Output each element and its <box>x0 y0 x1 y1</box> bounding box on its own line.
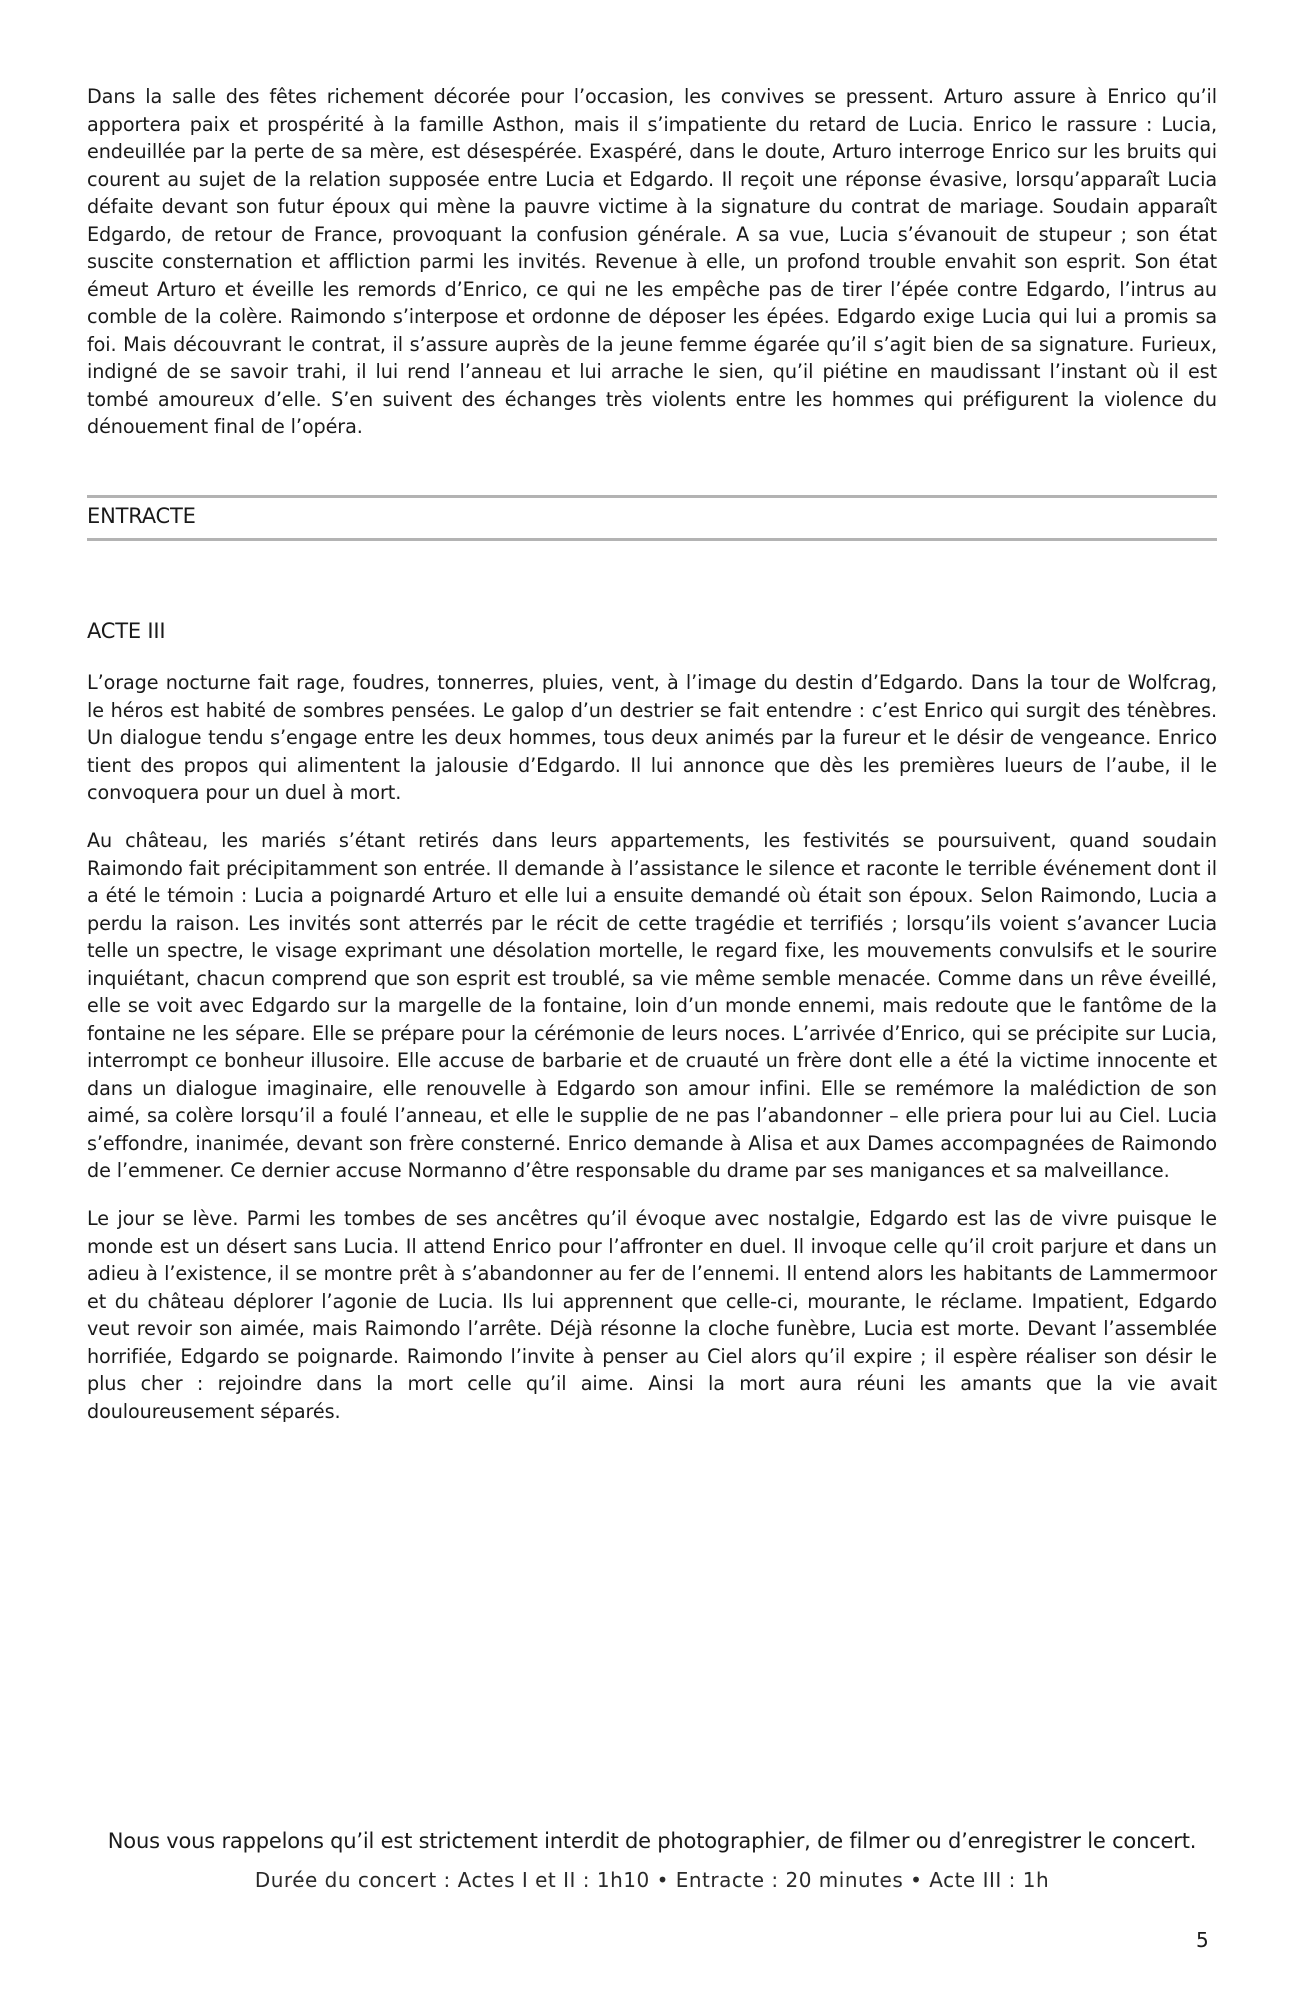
acte3-paragraph: L’orage nocturne fait rage, foudres, tonnerres, pluies, vent, à l’image du destin d’Edgardo. Dans la tour de Wolfcrag, le héros est habité de sombres pensées. Le galop d’un destrier se fait entendre : c’est Enrico qui surgit des ténèbres. Un dialogue tendu s’engage entre les deux hommes, tous deux animés par la fureur et le désir de vengeance. Enrico tient des propos qui alimentent la jalousie d’Edgardo. Il lui annonce que dès les premières lueurs de l’aube, il le convoquera pour un duel à mort. <box>87 671 1217 804</box>
entracte-heading: ENTRACTE <box>87 504 196 528</box>
acte3-paragraph: Au château, les mariés s’étant retirés dans leurs appartements, les festivités se poursuivent, quand soudain Raimondo fait précipitamment son entrée. Il demande à l’assistance le silence et raconte le terrible événement dont il a été le témoin : Lucia a poignardé Arturo et elle lui a ensuite demandé où était son époux. Selon Raimondo, Lucia a perdu la raison. Les invités sont atterrés par le récit de cette tragédie et terrifiés ; lorsqu’ils voient s’avancer Lucia telle un spectre, le visage exprimant une désolation mortelle, le regard fixe, les mouvements convulsifs et le sourire inquiétant, chacun comprend que son esprit est troublé, sa vie même semble menacée. Comme dans un rêve éveillé, elle se voit avec Edgardo sur la margelle de la fontaine, loin d’un monde ennemi, mais redoute que le fantôme de la fontaine ne les sépare. Elle se prépare pour la cérémonie de leurs noces. L’arrivée d’Enrico, qui se précipite sur Lucia, interrompt ce bonheur illusoire. Elle accuse de barbarie et de cruauté un frère dont elle a été la victime innocente et dans un dialogue imaginaire, elle renouvelle à Edgardo son amour infini. Elle se remémore la malédiction de son aimé, sa colère lorsqu’il a foulé l’anneau, et elle le supplie de ne pas l’abandonner – elle priera pour lui au Ciel. Lucia s’effondre, inanimée, devant son frère consterné. Enrico demande à Alisa et aux Dames accompagnées de Raimondo de l’emmener. Ce dernier accuse Normanno d’être responsable du drame par ses manigances et sa malveillance. <box>87 829 1217 1182</box>
acte3-paragraph: Le jour se lève. Parmi les tombes de ses ancêtres qu’il évoque avec nostalgie, Edgardo est las de vivre puisque le monde est un désert sans Lucia. Il attend Enrico pour l’affronter en duel. Il invoque celle qu’il croit parjure et dans un adieu à l’existence, il se montre prêt à s’abandonner au fer de l’ennemi. Il entend alors les habitants de Lammermoor et du château déplorer l’agonie de Lucia. Ils lui apprennent que celle-ci, mourante, le réclame. Impatient, Edgardo veut revoir son aimée, mais Raimondo l’arrête. Déjà résonne la cloche funèbre, Lucia est morte. Devant l’assemblée horrifiée, Edgardo se poignarde. Raimondo l’invite à penser au Ciel alors qu’il expire ; il espère réaliser son désir le plus cher : rejoindre dans la mort celle qu’il aime. Ainsi la mort aura réuni les amants que la vie avait douloureusement séparés. <box>87 1207 1217 1423</box>
page-number: 5 <box>1196 1928 1209 1952</box>
concert-duration: Durée du concert : Actes I et II : 1h10 • Entracte : 20 minutes • Acte III : 1h <box>254 1868 1050 1892</box>
section-divider-top <box>87 495 1217 498</box>
recording-notice: Nous vous rappelons qu’il est strictement interdit de photographier, de filmer ou d’enregistrer le concert. <box>107 1829 1197 1853</box>
section-divider-bottom <box>87 538 1217 541</box>
acte3-heading: ACTE III <box>87 619 166 643</box>
intro-paragraph: Dans la salle des fêtes richement décorée pour l’occasion, les convives se pressent. Arturo assure à Enrico qu’il apportera paix et prospérité à la famille Asthon, mais il s’impatiente du retard de Lucia. Enrico le rassure : Lucia, endeuillée par la perte de sa mère, est désespérée. Exaspéré, dans le doute, Arturo interroge Enrico sur les bruits qui courent au sujet de la relation supposée entre Lucia et Edgardo. Il reçoit une réponse évasive, lorsqu’apparaît Lucia défaite devant son futur époux qui mène la pauvre victime à la signature du contrat de mariage. Soudain apparaît Edgardo, de retour de France, provoquant la confusion générale. A sa vue, Lucia s’évanouit de stupeur ; son état suscite consternation et affliction parmi les invités. Revenue à elle, un profond trouble envahit son esprit. Son état émeut Arturo et éveille les remords d’Enrico, ce qui ne les empêche pas de tirer l’épée contre Edgardo, l’intrus au comble de la colère. Raimondo s’interpose et ordonne de déposer les épées. Edgardo exige Lucia qui lui a promis sa foi. Mais découvrant le contrat, il s’assure auprès de la jeune femme égarée qu’il s’agit bien de sa signature. Furieux, indigné de se savoir trahi, il lui rend l’anneau et lui arrache le sien, qu’il piétine en maudissant l’instant où il est tombé amoureux d’elle. S’en suivent des échanges très violents entre les hommes qui préfigurent la violence du dénouement final de l’opéra. <box>87 85 1217 438</box>
